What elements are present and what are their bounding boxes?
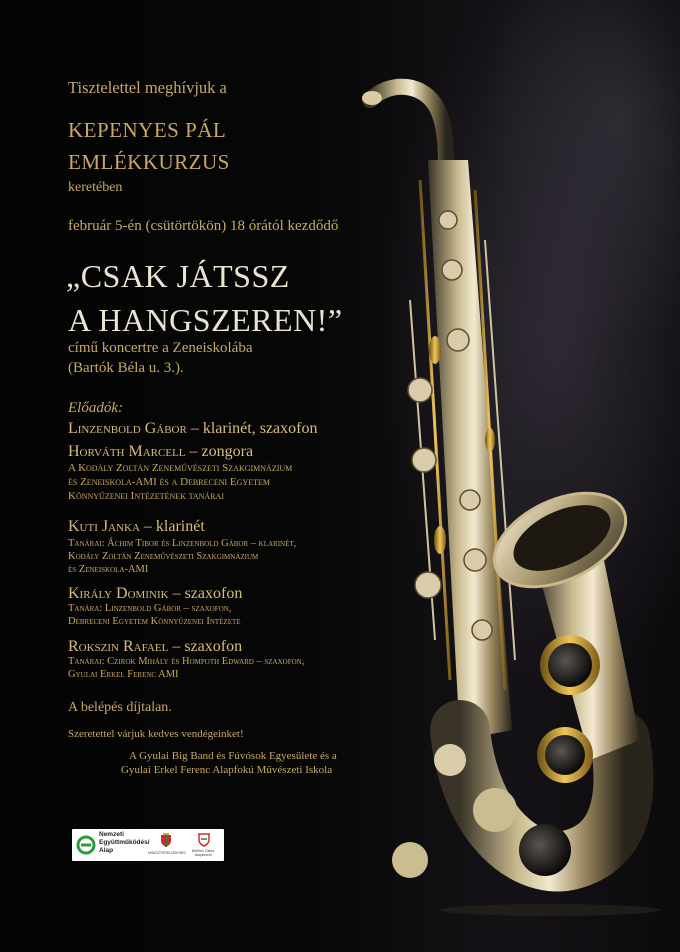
performer-4 [68,585,242,603]
performer-note: A Kodály Zoltán Zeneművészeti Szakgimnázium [68,462,293,474]
fund-logo-text-line: Együttműködési [99,839,150,846]
performer-name: Horváth Marcell [68,443,186,460]
concert-title-line-2: A HANGSZEREN!” [68,302,343,338]
performer-2 [68,443,253,461]
free-entry-note: A belépés díjtalan. [68,700,172,715]
sponsor-logos [72,829,224,861]
gov-caption [192,849,215,857]
performer-note: Debreceni Egyetem Könnyűzenei Intézete [68,616,241,627]
venue-line-1: című koncertre a Zeneiskolába [68,340,253,356]
performer-note: Könnyűzenei Intézetének tanárai [68,490,224,502]
performer-note: és Zeneiskola-AMI és a Debreceni Egyetem [68,476,270,488]
performer-role: – zongora [185,443,254,460]
performer-note: Gyulai Erkel Ferenc AMI [68,669,179,680]
event-title-line-2: EMLÉKKURZUS [68,150,230,174]
performer-1 [68,420,317,438]
gov-caption-line: Bethlen Gábor [192,849,215,853]
performer-role: – szaxofon [168,585,243,602]
fund-logo-text [99,831,150,855]
performer-name: Linzenbold Gábor [68,420,187,437]
performer-5 [68,638,242,656]
fund-logo-text-line: Alap [99,847,114,854]
date-line: február 5-én (csütörtökön) 18 órától kezdődő [68,218,339,234]
fund-manager-logo-icon [198,833,210,847]
saxophone-image [300,40,680,920]
invitation-line: Tisztelettel meghívjuk a [68,78,227,97]
performer-note: Tanárai: Áchim Tibor és Linzenbold Gábor – klarinét, [68,538,297,549]
performers-heading: Előadók: [68,400,123,416]
ministry-caption: MINISZTERELNÖKSÉG [148,851,187,855]
welcome-note: Szeretettel várjuk kedves vendégeinket! [68,728,244,740]
performer-note: Kodály Zoltán Zeneművészeti Szakgimnázium [68,551,259,562]
performer-note: és Zeneiskola-AMI [68,564,149,575]
performer-name: Kuti Janka [68,518,140,535]
performer-note: Tanárai: Czirok Mihály és Hompoth Edward – szaxofon, [68,656,305,667]
gov-caption-line: Alapkezelő [194,853,212,857]
performer-role: – klarinét, szaxofon [186,420,318,437]
organizer-line-1: A Gyulai Big Band és Fúvósok Egyesülete és a [129,750,337,762]
venue-line-2: (Bartók Béla u. 3.). [68,360,184,376]
event-title-suffix: keretében [68,180,123,195]
performer-name: Király Dominik [68,585,169,602]
performer-3 [68,518,205,536]
fund-logo-text-line: Nemzeti [99,831,124,838]
performer-note: Tanára: Linzenbold Gábor – szaxofon, [68,603,232,614]
fund-logo-icon [76,835,96,855]
coat-of-arms-icon [160,833,172,848]
concert-title-line-1: „CSAK JÁTSSZ [66,258,290,294]
event-title-line-1: KEPENYES PÁL [68,118,227,142]
organizer-line-2: Gyulai Erkel Ferenc Alapfokú Művészeti Iskola [121,764,333,776]
performer-role: – klarinét [139,518,205,535]
performer-name: Rokszin Rafael [68,638,169,655]
performer-role: – szaxofon [168,638,243,655]
